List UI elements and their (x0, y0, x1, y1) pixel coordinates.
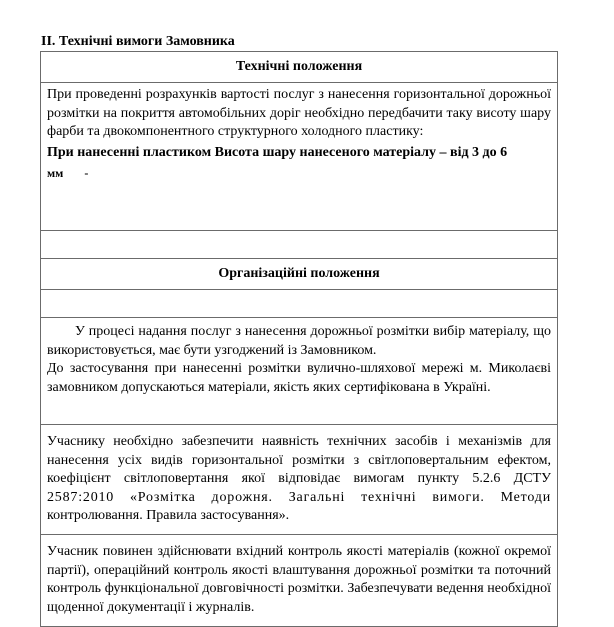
technical-paragraph: При проведенні розрахунків вартості послуг з нанесення горизонтальної дорожньої розмітки на покриття автомобільних доріг необхідно передбачити таку висоту шару фарби та двокомпонентного структурного холодного пластику: (47, 87, 551, 139)
table-row (41, 52, 558, 83)
organizational-provisions-header: Організаційні положення (41, 259, 558, 290)
table-row (41, 318, 558, 425)
table-row (41, 83, 558, 231)
material-approval-paragraph: У процесі надання послуг з нанесення дорожньої розмітки вибір матеріалу, що використовується, має бути узгоджений із Замовником. (47, 324, 551, 358)
empty-cell (41, 231, 558, 259)
table-row (41, 535, 558, 627)
technical-provisions-header: Технічні положення (41, 52, 558, 83)
quality-control-cell (41, 535, 558, 627)
material-approval-cell (41, 318, 558, 425)
certified-materials-paragraph: До застосування при нанесенні розмітки вулично-шляхової мережі м. Миколаєві замовником допускаються матеріали, якість яких сертифікована в Україні. (47, 361, 551, 395)
quality-control-paragraph: Учасник повинен здійснювати вхідний контроль якості матеріалів (кожної окремої партії), операційний контроль якості влаштування дорожньої розмітки та поточний контроль функціональної довговічності розмітки. Забезпечувати ведення необхідної щоденної документації і журналів. (47, 544, 551, 615)
equipment-requirement-cell (41, 425, 558, 535)
plastic-layer-height-unit (47, 163, 551, 184)
equipment-text-a: Учаснику необхідно забезпечити наявність технічних засобів і механізмів для нанесення усіх видів горизонтальної розмітки з світлоповертальним ефектом, коефіцієнт світлоповертання якої відповідає вимогам пункту 5.2.6 ДСТУ (47, 434, 551, 486)
section-title: II. Технічні вимоги Замовника (41, 34, 235, 49)
equipment-requirement-paragraph (47, 433, 551, 507)
requirements-table (40, 51, 558, 627)
equipment-requirement-end: контролювання. Правила застосування». (47, 508, 290, 523)
table-row (41, 425, 558, 535)
table-row (41, 290, 558, 318)
table-row (41, 231, 558, 259)
dstu-standard-text: 2587:2010 «Розмітка дорожня. Загальні технічні вимоги. Методи (47, 489, 551, 505)
table-row (41, 259, 558, 290)
unit-text: мм - (47, 165, 89, 180)
technical-provisions-cell (41, 83, 558, 231)
empty-cell (41, 290, 558, 318)
plastic-layer-height-line: При нанесенні пластиком Висота шару нанесеного матеріалу – від 3 до 6 (47, 144, 508, 160)
